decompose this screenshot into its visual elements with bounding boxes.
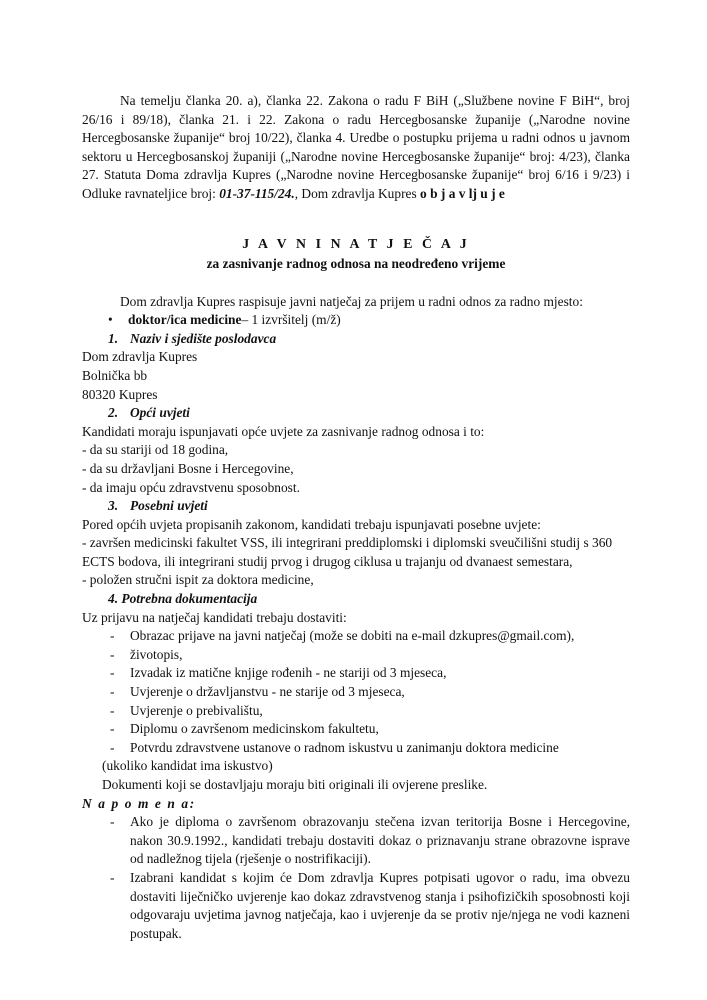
- dash-bullet-icon: -: [110, 721, 115, 737]
- decision-number: 01-37-115/24.: [219, 185, 295, 201]
- document-item-text: Obrazac prijave na javni natječaj (može se dobiti na e-mail dzkupres@gmail.com),: [130, 628, 575, 644]
- napomena-item-text: Ako je diploma o završenom obrazovanju stečena izvan teritorija Bosne i Hercegovine, nakon 30.9.1992., kandidati trebaju dostaviti dokaz o priznavanju strane obrazovne isprave od nadležnog tijela (rješenje o nostrifikaciji).: [130, 814, 630, 867]
- napomena-list: [82, 813, 630, 943]
- list-item: [82, 627, 630, 646]
- document-item-text: životopis,: [130, 646, 183, 662]
- dash-bullet-icon: -: [110, 665, 115, 681]
- section-heading-2: [82, 404, 630, 423]
- list-item: [82, 720, 630, 739]
- section-number: 1.: [108, 330, 119, 346]
- dash-bullet-icon: -: [110, 628, 115, 644]
- list-item: [82, 869, 630, 943]
- dash-bullet-icon: -: [110, 739, 115, 755]
- document-item-text: Izvadak iz matične knjige rođenih - ne stariji od 3 mjeseca,: [130, 665, 447, 681]
- document-item-text: Diplomu o završenom medicinskom fakultetu,: [130, 721, 379, 737]
- title-block: [82, 234, 630, 273]
- documentation-lead: Uz prijavu na natječaj kandidati trebaju dostaviti:: [82, 609, 347, 625]
- section-number: 4.: [108, 591, 119, 607]
- page-title: J A V N I N A T J E Č A J: [242, 235, 470, 251]
- dash-bullet-icon: -: [110, 646, 115, 662]
- section-heading-1: [82, 330, 630, 349]
- section-title: Naziv i sjedište poslodavca: [130, 330, 277, 346]
- page-subtitle: za zasnivanje radnog odnosa na neodređeno vrijeme: [206, 255, 506, 271]
- intro-paragraph-tail: , Dom zdravlja Kupres: [294, 185, 421, 201]
- bullet-disc-icon: •: [108, 312, 113, 328]
- napomena-item-text: Izabrani kandidat s kojim će Dom zdravlja Kupres potpisati ugovor o radu, ima obvezu dostaviti liječničko uvjerenje kao dokaz zdravstvenog stanja i psihofizičkih sposobnosti koji odgovaraju uvjetima javnog natječaja, kao i uvjerenje da se protiv nje/njega ne vodi kazneni postupak.: [130, 869, 630, 941]
- special-condition-item: - položen stručni ispit za doktora medicine,: [82, 572, 314, 588]
- general-condition-item: - da su državljani Bosne i Hercegovine,: [82, 460, 294, 476]
- originals-note: Dokumenti koji se dostavljaju moraju biti originali ili ovjerene preslike.: [102, 777, 488, 792]
- section-heading-4: [82, 590, 630, 609]
- section-title: Potrebna dokumentacija: [121, 591, 258, 607]
- dash-bullet-icon: -: [110, 684, 115, 700]
- napomena-heading: N a p o m e n a:: [82, 795, 196, 811]
- intro-paragraph: [82, 92, 630, 204]
- position-title: doktor/ica medicine: [128, 312, 242, 328]
- dash-bullet-icon: -: [110, 702, 115, 718]
- general-conditions-lead: Kandidati moraju ispunjavati opće uvjete za zasnivanje radnog odnosa i to:: [82, 423, 485, 439]
- general-condition-item: - da su stariji od 18 godina,: [82, 442, 229, 458]
- position-list: [82, 311, 630, 330]
- section-title: Posebni uvjeti: [130, 498, 208, 514]
- documents-list: [82, 627, 630, 757]
- list-item: [82, 311, 630, 330]
- general-condition-item: - da imaju opću zdravstvenu sposobnost.: [82, 479, 300, 495]
- employer-name: Dom zdravlja Kupres: [82, 349, 198, 365]
- list-item: [82, 813, 630, 869]
- dash-bullet-icon: -: [110, 869, 115, 885]
- list-item: [82, 646, 630, 665]
- special-condition-item: - završen medicinski fakultet VSS, ili integrirani preddiplomski i diplomski sveučilišni studij s 360 ECTS bodova, ili integrirani studij prvog i drugog ciklusa u trajanju od dvanaest semestara,: [82, 535, 613, 569]
- list-item: [82, 702, 630, 721]
- section-number: 2.: [108, 405, 119, 421]
- special-conditions-lead: Pored općih uvjeta propisanih zakonom, kandidati trebaju ispunjavati posebne uvjete:: [82, 516, 541, 532]
- list-item: [82, 683, 630, 702]
- document-item-text: Uvjerenje o prebivalištu,: [130, 702, 263, 718]
- list-item: [82, 739, 630, 758]
- section-number: 3.: [108, 498, 119, 514]
- document-body: [82, 92, 630, 943]
- publishes-word: o b j a v lj u j e: [420, 185, 505, 201]
- section-title: Opći uvjeti: [130, 405, 190, 421]
- list-item: [82, 664, 630, 683]
- dash-bullet-icon: -: [110, 814, 115, 830]
- document-item-text: Uvjerenje o državljanstvu - ne starije od 3 mjeseca,: [130, 684, 405, 700]
- documents-experience-note: (ukoliko kandidat ima iskustvo): [102, 758, 273, 774]
- section-heading-3: [82, 497, 630, 516]
- employer-city: 80320 Kupres: [82, 386, 158, 402]
- intro-paragraph-text: Na temelju članka 20. a), članka 22. Zakona o radu F BiH („Službene novine F BiH“, broj 26/16 i 89/18), članka 21. i 22. Zakona o radu Hercegbosanske županije („Narodne novine Hercegbosanske županije“ broj 10/22), članka 4. Uredbe o postupku prijema u radni odnos u javnom sektoru u Hercegbosanskoj županiji („Narodne novine Hercegbosanske županije“ broj: 4/23), članka 27. Statuta Doma zdravlja Kupres („Narodne novine Hercegbosanske županije“ broj 6/16 i 9/23) i Odluke ravnateljice broj:: [82, 93, 630, 201]
- announcement-lead: Dom zdravlja Kupres raspisuje javni natječaj za prijem u radni odnos za radno mjesto:: [120, 293, 583, 309]
- employer-street: Bolnička bb: [82, 367, 148, 383]
- document-item-text: Potvrdu zdravstvene ustanove o radnom iskustvu u zanimanju doktora medicine: [130, 739, 559, 755]
- position-detail: – 1 izvršitelj (m/ž): [241, 312, 341, 328]
